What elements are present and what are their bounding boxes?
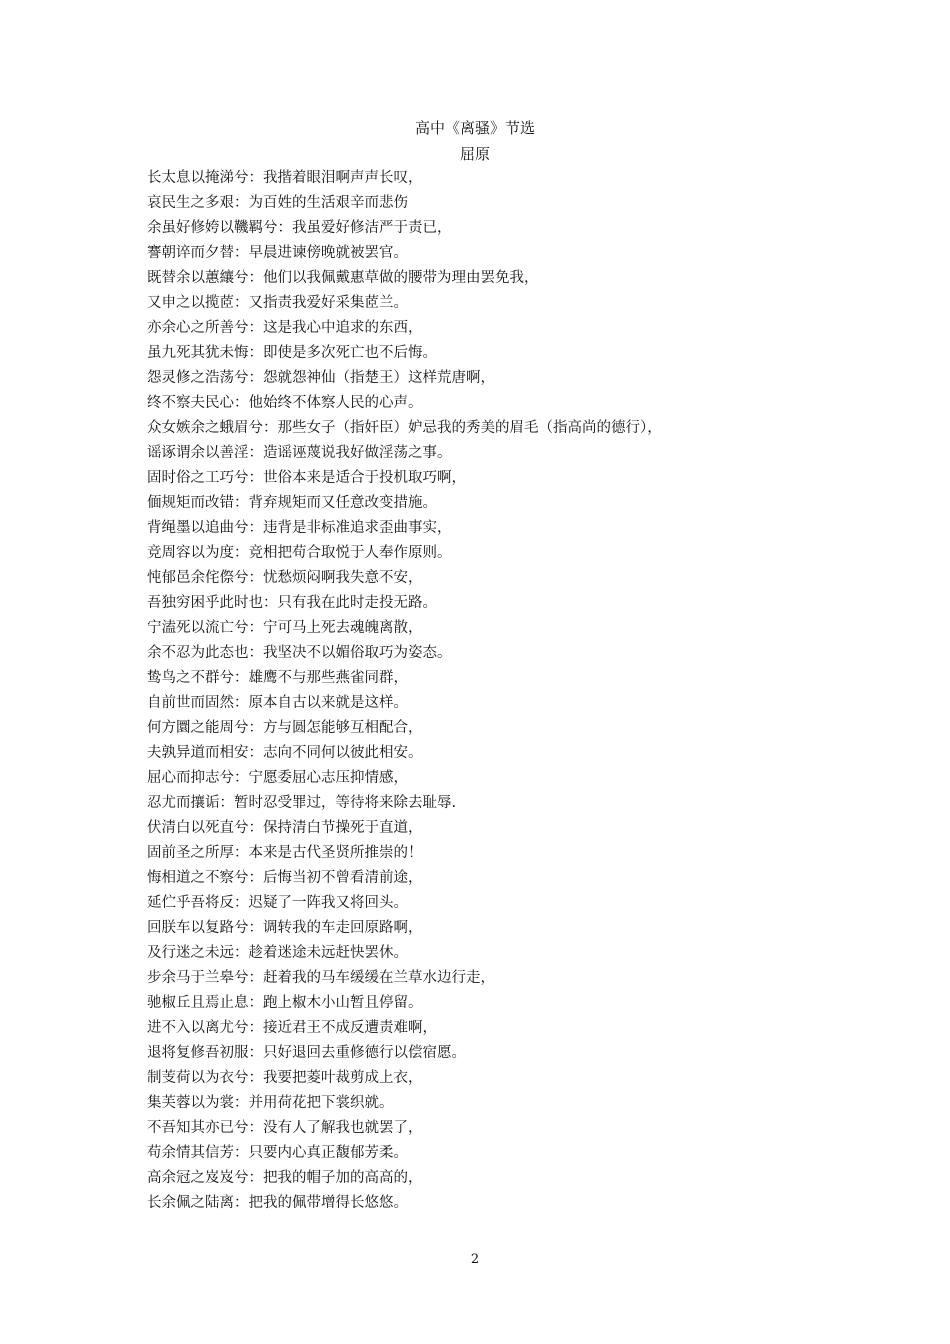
poem-line: 偭规矩而改错：背弃规矩而又任意改变措施。 <box>147 495 437 511</box>
poem-line: 谣诼谓余以善淫：造谣诬蔑说我好做淫荡之事。 <box>147 445 452 461</box>
poem-line: 又申之以揽茝：又指责我爱好采集茝兰。 <box>147 295 408 311</box>
poem-line: 余不忍为此态也：我坚决不以媚俗取巧为姿态。 <box>147 645 452 661</box>
poem-body <box>147 166 827 1216</box>
poem-line: 固前圣之所厚：本来是古代圣贤所推崇的！ <box>147 845 423 861</box>
poem-line: 驰椒丘且焉止息：跑上椒木小山暂且停留。 <box>147 995 423 1011</box>
poem-line: 鸷鸟之不群兮：雄鹰不与那些燕雀同群， <box>147 670 408 686</box>
poem-line: 忳郁邑余侘傺兮：忧愁烦闷啊我失意不安， <box>147 570 423 586</box>
poem-line: 悔相道之不察兮：后悔当初不曾看清前途， <box>147 870 423 886</box>
poem-line: 高余冠之岌岌兮：把我的帽子加的高高的， <box>147 1170 423 1186</box>
poem-line: 延伫乎吾将反：迟疑了一阵我又将回头。 <box>147 895 408 911</box>
poem-line: 吾独穷困乎此时也：只有我在此时走投无路。 <box>147 595 437 611</box>
poem-line: 及行迷之未远：趁着迷途未远赶快罢休。 <box>147 945 408 961</box>
poem-line: 苟余情其信芳：只要内心真正馥郁芳柔。 <box>147 1145 408 1161</box>
poem-line: 步余马于兰皋兮：赶着我的马车缓缓在兰草水边行走， <box>147 970 495 986</box>
poem-line: 不吾知其亦已兮：没有人了解我也就罢了， <box>147 1120 423 1136</box>
poem-line: 忍尤而攘诟：暂时忍受罪过，等待将来除去耻辱. <box>147 795 457 811</box>
poem-line: 哀民生之多艰：为百姓的生活艰辛而悲伤 <box>147 195 408 211</box>
poem-line: 终不察夫民心：他始终不体察人民的心声。 <box>147 395 423 411</box>
poem-line: 进不入以离尤兮：接近君王不成反遭责难啊， <box>147 1020 437 1036</box>
poem-line: 既替余以蕙纕兮：他们以我佩戴惠草做的腰带为理由罢免我， <box>147 270 539 286</box>
poem-line: 自前世而固然：原本自古以来就是这样。 <box>147 695 408 711</box>
poem-line: 竞周容以为度：竞相把苟合取悦于人奉作原则。 <box>147 545 452 561</box>
poem-line: 伏清白以死直兮：保持清白节操死于直道， <box>147 820 423 836</box>
poem-line: 长太息以掩涕兮：我揩着眼泪啊声声长叹， <box>147 170 423 186</box>
poem-line: 宁溘死以流亡兮：宁可马上死去魂魄离散， <box>147 620 423 636</box>
poem-line: 屈心而抑志兮：宁愿委屈心志压抑情感， <box>147 770 408 786</box>
poem-line: 夫孰异道而相安：志向不同何以彼此相安。 <box>147 745 423 761</box>
poem-line: 退将复修吾初服：只好退回去重修德行以偿宿愿。 <box>147 1045 466 1061</box>
poem-line: 虽九死其犹未悔：即使是多次死亡也不后悔。 <box>147 345 437 361</box>
poem-line: 集芙蓉以为裳：并用荷花把下裳织就。 <box>147 1095 394 1111</box>
page-number: 2 <box>470 1252 480 1267</box>
document-author: 屈原 <box>459 145 490 163</box>
poem-line: 亦余心之所善兮：这是我心中追求的东西， <box>147 320 423 336</box>
poem-line: 何方圜之能周兮：方与圆怎能够互相配合， <box>147 720 423 736</box>
poem-line: 长余佩之陆离：把我的佩带增得长悠悠。 <box>147 1195 408 1211</box>
poem-line: 制芰荷以为衣兮：我要把菱叶裁剪成上衣， <box>147 1070 423 1086</box>
poem-line: 余虽好修姱以鞿羁兮：我虽爱好修洁严于责已， <box>147 220 452 236</box>
poem-line: 回朕车以复路兮：调转我的车走回原路啊， <box>147 920 423 936</box>
poem-line: 謇朝谇而夕替：早晨进谏傍晚就被罢官。 <box>147 245 408 261</box>
poem-line: 固时俗之工巧兮：世俗本来是适合于投机取巧啊， <box>147 470 466 486</box>
poem-line: 背绳墨以追曲兮：违背是非标准追求歪曲事实， <box>147 520 452 536</box>
poem-line: 怨灵修之浩荡兮：怨就怨神仙（指楚王）这样荒唐啊， <box>147 370 495 386</box>
poem-line: 众女嫉余之蛾眉兮：那些女子（指奸臣）妒忌我的秀美的眉毛（指高尚的德行）， <box>147 420 662 436</box>
document-title: 高中《离骚》节选 <box>414 119 535 137</box>
